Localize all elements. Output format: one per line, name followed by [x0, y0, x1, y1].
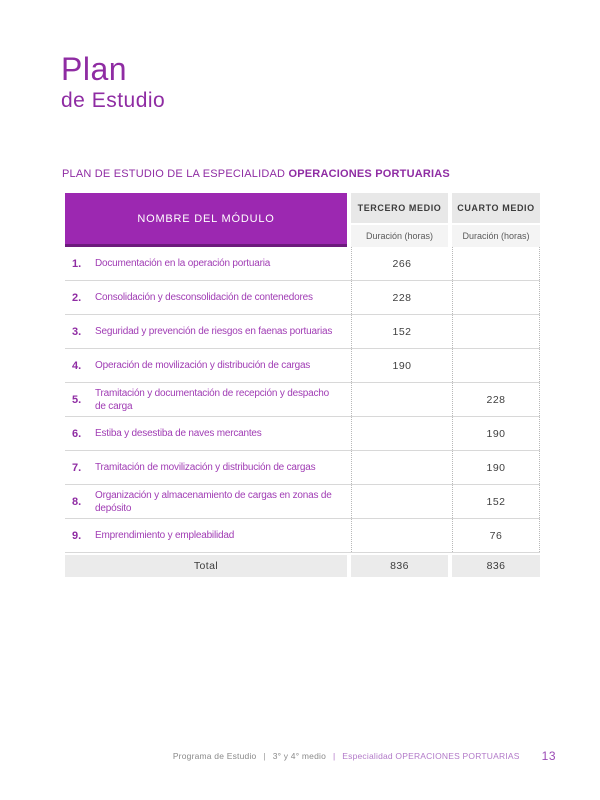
table-row — [65, 281, 540, 315]
table-row — [65, 417, 540, 451]
table-row — [65, 451, 540, 485]
tercero-hours-cell: 266 — [351, 247, 452, 280]
cuarto-hours-cell: 152 — [452, 485, 540, 518]
column-header-cuarto-medio: CUARTO MEDIO — [452, 193, 540, 223]
cuarto-hours-cell: 190 — [452, 451, 540, 484]
total-tercero-hours: 836 — [351, 555, 448, 577]
cuarto-hours-cell — [452, 281, 540, 314]
cuarto-hours-cell: 190 — [452, 417, 540, 450]
subheader-duracion-tercero: Duración (horas) — [351, 225, 448, 247]
table-body — [65, 247, 540, 553]
module-name: Estiba y desestiba de naves mercantes — [95, 428, 262, 439]
tercero-hours-cell: 228 — [351, 281, 452, 314]
footer-program-text: Programa de Estudio — [172, 751, 257, 761]
subheader-duracion-cuarto: Duración (horas) — [452, 225, 540, 247]
title-block — [61, 52, 165, 113]
module-name: Consolidación y desconsolidación de contenedores — [95, 292, 313, 303]
module-name-cell — [65, 485, 351, 518]
tercero-hours-cell: 152 — [351, 315, 452, 348]
module-name-cell — [65, 451, 351, 484]
tercero-hours-cell: 190 — [351, 349, 452, 382]
cuarto-hours-cell — [452, 247, 540, 280]
cuarto-hours-cell: 76 — [452, 519, 540, 552]
cuarto-hours-cell — [452, 315, 540, 348]
footer-grade-text: 3° y 4° medio — [272, 751, 327, 761]
module-name-cell — [65, 519, 351, 552]
study-plan-table — [65, 193, 540, 577]
table-row — [65, 519, 540, 553]
module-number: 9. — [72, 529, 82, 542]
module-number: 3. — [72, 325, 82, 338]
module-number: 4. — [72, 359, 82, 372]
module-number: 8. — [72, 495, 82, 508]
table-header — [65, 193, 540, 247]
module-number: 5. — [72, 393, 82, 406]
module-name-cell — [65, 383, 351, 416]
tercero-hours-cell — [351, 519, 452, 552]
module-name-cell — [65, 315, 351, 348]
table-row — [65, 349, 540, 383]
table-row — [65, 383, 540, 417]
tercero-hours-cell — [351, 417, 452, 450]
column-header-tercero-medio: TERCERO MEDIO — [351, 193, 448, 223]
module-name-cell — [65, 247, 351, 280]
total-label: Total — [65, 555, 347, 577]
module-name-cell — [65, 417, 351, 450]
table-row — [65, 315, 540, 349]
footer-separator: | — [263, 751, 266, 761]
section-heading — [62, 168, 450, 180]
cuarto-hours-cell: 228 — [452, 383, 540, 416]
tercero-hours-cell — [351, 485, 452, 518]
tercero-hours-cell — [351, 451, 452, 484]
page-footer — [173, 749, 556, 763]
module-number: 6. — [72, 427, 82, 440]
module-name: Seguridad y prevención de riesgos en faenas portuarias — [95, 326, 333, 337]
table-row — [65, 485, 540, 519]
module-name-cell — [65, 349, 351, 382]
page-number: 13 — [541, 749, 556, 763]
page-title: Plan — [61, 51, 128, 87]
module-name: Tramitación de movilización y distribución de cargas — [95, 462, 316, 473]
module-name: Tramitación y documentación de recepción y despacho de carga — [95, 387, 330, 412]
section-heading-specialty: OPERACIONES PORTUARIAS — [288, 168, 450, 180]
module-name-cell — [65, 281, 351, 314]
module-name: Organización y almacenamiento de cargas en zonas de depósito — [95, 489, 332, 514]
footer-specialty-name: OPERACIONES PORTUARIAS — [395, 751, 520, 761]
footer-specialty-prefix: Especialidad — [342, 751, 396, 761]
module-number: 1. — [72, 257, 82, 270]
module-name-header: NOMBRE DEL MÓDULO — [65, 193, 347, 247]
page-subtitle: de Estudio — [61, 89, 166, 112]
module-name: Emprendimiento y empleabilidad — [95, 530, 235, 541]
footer-separator: | — [333, 751, 336, 761]
total-cuarto-hours: 836 — [452, 555, 540, 577]
module-number: 7. — [72, 461, 82, 474]
module-name: Documentación en la operación portuaria — [95, 258, 271, 269]
section-heading-regular: PLAN DE ESTUDIO DE LA ESPECIALIDAD — [62, 168, 289, 180]
cuarto-hours-cell — [452, 349, 540, 382]
table-row — [65, 247, 540, 281]
module-name: Operación de movilización y distribución de cargas — [95, 360, 311, 371]
tercero-hours-cell — [351, 383, 452, 416]
footer-specialty — [342, 751, 519, 761]
total-row — [65, 555, 540, 577]
module-number: 2. — [72, 291, 82, 304]
